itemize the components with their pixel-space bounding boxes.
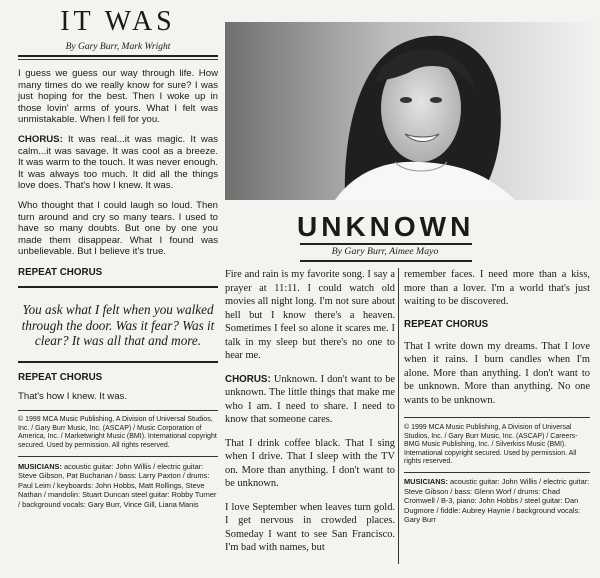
copyright-it-was: © 1999 MCA Music Publishing, A Division of Universal Studios, Inc. / Gary Burr Music, Inc. (ASCAP) / Music Corporation of America, Inc. / Marketwright Music (BMI). International copyright secured. Used by permission. All rights reserved.	[18, 416, 217, 450]
unknown-column-1	[225, 268, 395, 565]
verse-2: Who thought that I could laugh so loud. Then turn around and cry so many tears. I used to have so many doubts. But one by one you made them disappear. What I found was unbelievable. But I believe it's true.	[18, 199, 218, 258]
it-was-column	[18, 6, 218, 510]
song-title-it-was: IT WAS	[60, 6, 176, 37]
unknown-chorus-cont: That I drink coffee black. That I sing when I drive. That I sleep with the TV on. More than anything. I don't want to be unknown.	[225, 437, 395, 489]
unknown-musicians-text: acoustic guitar: John Willis / electric guitar: Steve Gibson / bass: Glenn Worf / drums: Chad Cromwell / B-3, piano: John Hobbs / steel guitar: Dan Dugmore / fiddle: Aubrey Haynie / background vocals: Gary Burr	[404, 476, 590, 525]
unknown-chorus-label: CHORUS:	[225, 373, 271, 385]
musicians-label: MUSICIANS:	[18, 461, 62, 471]
unknown-byline-rule	[300, 260, 472, 262]
byline-it-was: By Gary Burr, Mark Wright	[65, 42, 171, 52]
unknown-chorus	[225, 373, 395, 427]
pullquote-rule-top	[18, 286, 218, 288]
verse-1: I guess we guess our way through life. How many times do we really know for sure? I was just hoping for the best. Then I woke up in those lovin' arms of yours. What I felt was unmistakable. When I fell for you.	[18, 68, 218, 126]
musicians-text: acoustic guitar: John Willis / electric guitar: Steve Gibson, Pat Buchanan / bass: Larry Paxton / drums: Paul Leim / keyboards: John Hobbs, Matt Rollings, Steve Nathan / mandolin: Stuart Duncan steel guitar: Robby Turner / background vocals: Gary Burr, Vince Gill, Liana Manis	[18, 461, 217, 510]
chorus-text: It was real...it was magic. It was calm...it was savage. It was cool as a breeze. It was warm to the touch. It was never enough. It was always too much. It did all the things love does. That's how I knew. It was.	[18, 133, 218, 192]
pullquote: You ask what I felt when you walked through the door. Was it fear? Was it clear? It was all that and more.	[21, 301, 215, 349]
title-rule-thin	[18, 59, 218, 60]
song-title-unknown: UNKNOWN	[297, 211, 475, 242]
unknown-verse-2-cont: remember faces. I need more than a kiss, more than a lover. I'm a world that's just waiting to be discovered.	[404, 269, 590, 307]
chorus	[18, 134, 218, 192]
unknown-repeat-chorus: REPEAT CHORUS	[404, 318, 489, 330]
unknown-verse-1: Fire and rain is my favorite song. I say a prayer at 11:11. I could watch old movies all night long. I'm not sure about hell but I know there's a heaven. Sometimes I feel so alone it scares me. I talk in my sleep but there's no one to hear me.	[225, 269, 395, 361]
column-divider	[398, 268, 399, 564]
ending-line: That's how I knew. It was.	[18, 390, 128, 402]
copyright-rule	[18, 410, 218, 411]
repeat-chorus-1: REPEAT CHORUS	[18, 266, 103, 278]
unknown-ending: That I write down my dreams. That I love when it rains. I burn candles when I'm alone. More than anything. I don't want to be unknown. More than anything. No one wants to be unknown.	[404, 340, 590, 406]
chorus-label: CHORUS:	[18, 133, 63, 145]
artist-photo	[225, 22, 593, 200]
musicians-unknown	[404, 477, 590, 525]
pullquote-rule-bottom	[18, 361, 218, 363]
unknown-verse-2: I love September when leaves turn gold. I get nervous in crowded places. Someday I want to see San Francisco. I'm bad with names, but	[225, 501, 395, 553]
musicians-it-was	[18, 462, 218, 510]
repeat-chorus-2: REPEAT CHORUS	[18, 371, 103, 383]
copyright-unknown: © 1999 MCA Music Publishing, A Division of Universal Studios, Inc. / Gary Burr Music, Inc. (ASCAP) / Careers-BMG Music Publishing, Inc. / Silverkiss Music (BMI). International copyright secured. Used by permission. All rights reserved.	[404, 424, 578, 466]
unknown-title-rule	[300, 243, 472, 245]
title-rule	[18, 55, 218, 57]
portrait-image	[225, 22, 593, 200]
unknown-musicians-rule	[404, 472, 590, 473]
unknown-musicians-label: MUSICIANS:	[404, 476, 448, 486]
unknown-column-2	[404, 268, 590, 525]
unknown-chorus-text: Unknown. I don't want to be unknown. The little things that make me who I am. I need to share. I need to know that someone cares.	[225, 373, 395, 425]
byline-unknown: By Gary Burr, Aimee Mayo	[331, 246, 439, 257]
unknown-copyright-rule	[404, 417, 590, 418]
musicians-rule	[18, 456, 218, 457]
